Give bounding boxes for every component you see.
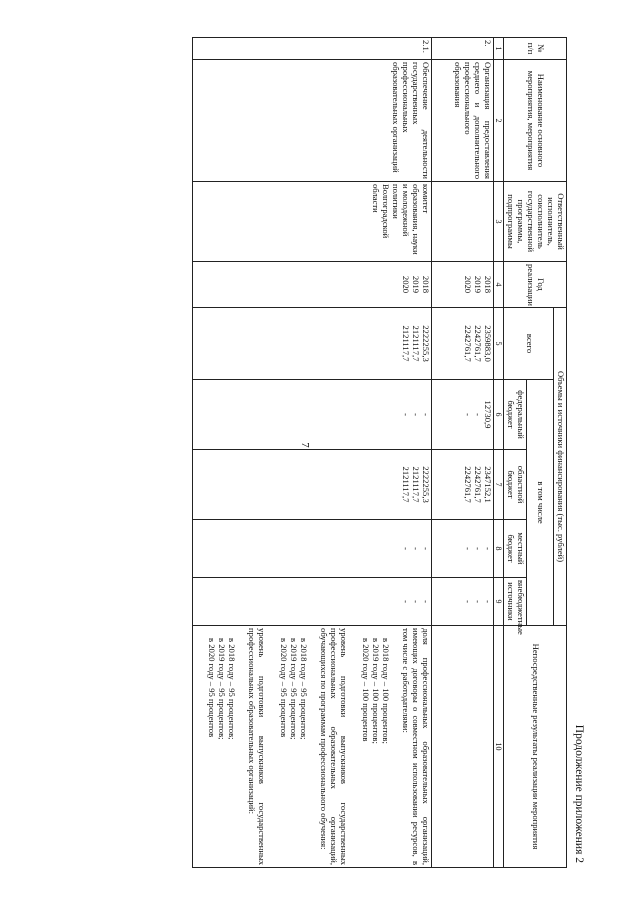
- federal-value: 12730,9: [482, 400, 493, 429]
- column-number: 9: [493, 578, 503, 626]
- local-cell: [193, 520, 431, 578]
- federal-cell: [431, 380, 493, 450]
- extra-value: -: [482, 600, 493, 603]
- result-item: в 2018 году – 100 процентов;: [381, 638, 392, 744]
- regional-cell: [431, 450, 493, 520]
- regional-cell: [193, 450, 431, 520]
- local-value: -: [462, 547, 473, 550]
- local-value: -: [400, 547, 411, 550]
- column-number: 1: [493, 38, 503, 60]
- regional-value: 2121117,7: [410, 466, 421, 503]
- table-row: [431, 38, 493, 868]
- column-number: 4: [493, 262, 503, 308]
- column-number: 7: [493, 450, 503, 520]
- header-year: Год реализации: [504, 262, 567, 308]
- column-number: 10: [493, 626, 503, 868]
- result-text: уровень подготовки выпускников государственных профессиональных образовательных организаций, обучающихся по программам профессионального обучения:: [319, 628, 350, 866]
- local-value: -: [482, 547, 493, 550]
- header-extra: внебюджетные источники: [504, 578, 527, 626]
- result-indicator: [278, 628, 348, 865]
- measure-name: Обеспечение деятельности государственных профессиональных образовательных организаций: [193, 60, 431, 182]
- extra-value: -: [472, 600, 483, 603]
- result-indicator: [206, 628, 266, 865]
- total-value: 2222255,3: [420, 325, 431, 362]
- header-including: в том числе: [527, 380, 554, 626]
- local-cell: [431, 520, 493, 578]
- column-number-row: [493, 38, 503, 868]
- years-cell: [193, 262, 431, 308]
- appendix-caption: Продолжение приложения 2: [573, 724, 585, 863]
- header-num: № п/п: [504, 38, 567, 60]
- local-value: -: [420, 547, 431, 550]
- total-value: 2359883,0: [482, 325, 493, 362]
- result-text: уровень подготовки выпускников государственных профессиональных образовательных организаций:: [247, 628, 268, 866]
- total-value: 2242761,7: [462, 325, 473, 362]
- federal-value: -: [400, 413, 411, 416]
- extra-cell: [193, 578, 431, 626]
- result-text: доля профессиональных образовательных организаций, имеющих договоры о совместном использовании ресурсов, в том числе с работодателями:: [400, 628, 431, 866]
- header-regional: областной бюджет: [504, 450, 527, 520]
- result-indicator: [360, 628, 430, 865]
- year: 2019: [472, 275, 483, 294]
- federal-value: -: [472, 413, 483, 416]
- column-number: 5: [493, 308, 503, 380]
- extra-value: -: [410, 600, 421, 603]
- federal-value: -: [462, 413, 473, 416]
- regional-value: 2242761,7: [472, 466, 483, 503]
- header-results: Непосредственные результаты реализации мероприятия: [504, 626, 567, 868]
- regional-value: 2347152,1: [482, 466, 493, 503]
- results-cell: [193, 626, 431, 868]
- year: 2018: [482, 275, 493, 294]
- row-number: 2.: [431, 38, 493, 60]
- result-item: в 2019 году – 95 процентов;: [289, 638, 300, 740]
- extra-value: -: [400, 600, 411, 603]
- year: 2020: [400, 275, 411, 294]
- result-item: в 2018 году – 95 процентов;: [299, 638, 310, 740]
- executor: [431, 182, 493, 262]
- federal-value: -: [410, 413, 421, 416]
- total-value: 2121117,7: [410, 325, 421, 362]
- result-item: в 2020 году – 95 процентов: [207, 638, 218, 738]
- total-cell: [193, 308, 431, 380]
- result-item: в 2020 году – 100 процентов: [361, 638, 372, 742]
- federal-cell: [193, 380, 431, 450]
- header-executor: Ответственный исполнитель, соисполнитель государственной программы, подпрограммы: [504, 182, 567, 262]
- column-number: 2: [493, 60, 503, 182]
- local-value: -: [410, 547, 421, 550]
- executor: комитет образования, науки и молодежной политики Волгоградской области: [193, 182, 431, 262]
- header-measure-name: Наименование основного мероприятия, мероприятия: [504, 60, 567, 182]
- total-cell: [431, 308, 493, 380]
- column-number: 8: [493, 520, 503, 578]
- year: 2019: [410, 275, 421, 294]
- result-item: в 2019 году – 95 процентов;: [217, 638, 228, 740]
- extra-value: -: [462, 600, 473, 603]
- local-value: -: [472, 547, 483, 550]
- extra-cell: [431, 578, 493, 626]
- year: 2020: [462, 275, 473, 294]
- total-value: 2121117,7: [400, 325, 411, 362]
- extra-value: -: [420, 600, 431, 603]
- header-funding: Объемы и источники финансирования (тыс. рублей): [554, 308, 567, 626]
- total-value: 2242761,7: [472, 325, 483, 362]
- page-number: 7: [299, 442, 311, 448]
- years-cell: [431, 262, 493, 308]
- header-federal: федеральный бюджет: [504, 380, 527, 450]
- result-item: в 2019 году – 100 процентов;: [371, 638, 382, 744]
- federal-value: -: [420, 413, 431, 416]
- header-local: местный бюджет: [504, 520, 527, 578]
- column-number: 3: [493, 182, 503, 262]
- column-number: 6: [493, 380, 503, 450]
- year: 2018: [420, 275, 431, 294]
- measure-name: Организация предоставления среднего и дополнительного профессионального образования: [431, 60, 493, 182]
- measures-table: [192, 37, 567, 868]
- result-item: в 2020 году – 95 процентов: [279, 638, 290, 738]
- result-item: в 2018 году – 95 процентов;: [227, 638, 238, 740]
- row-number: 2.1.: [193, 38, 431, 60]
- regional-value: 2222255,3: [420, 466, 431, 503]
- table-row: [193, 38, 431, 868]
- header-total: всего: [504, 308, 554, 380]
- results-cell: [431, 626, 493, 868]
- regional-value: 2242761,7: [462, 466, 473, 503]
- rotated-document-page: [83, 37, 583, 867]
- regional-value: 2121117,7: [400, 466, 411, 503]
